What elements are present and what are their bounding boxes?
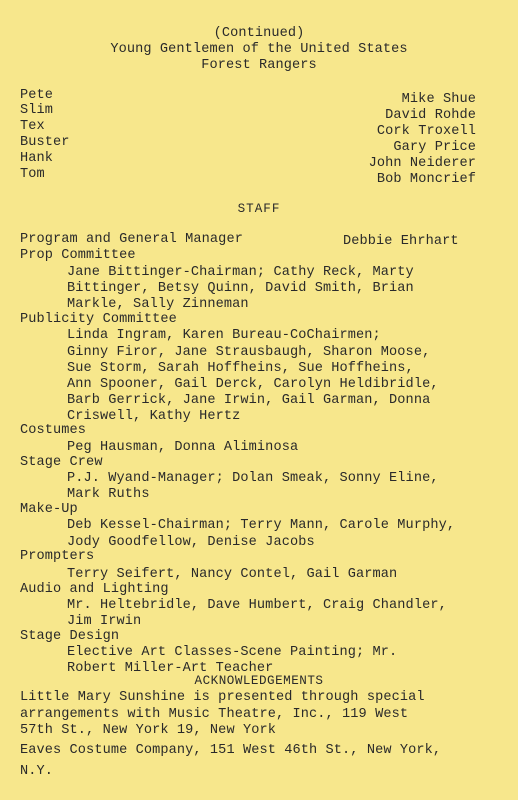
- cast-actor: Mike Shue: [401, 92, 476, 107]
- publicity-committee-line: Linda Ingram, Karen Bureau-CoChairmen;: [67, 328, 381, 343]
- stage-design-line: Elective Art Classes-Scene Painting; Mr.: [67, 645, 398, 660]
- makeup-line: Jody Goodfellow, Denise Jacobs: [67, 535, 315, 550]
- acknowledgement-line: 57th St., New York 19, New York: [20, 723, 276, 738]
- prop-committee-label: Prop Committee: [20, 248, 136, 263]
- cast-actor: David Rohde: [385, 108, 476, 123]
- stage-crew-line: P.J. Wyand-Manager; Dolan Smeak, Sonny Eline,: [67, 471, 439, 486]
- costumes-line: Peg Hausman, Donna Aliminosa: [67, 440, 299, 455]
- program-manager-name: Debbie Ehrhart: [343, 234, 459, 249]
- prop-committee-line: Markle, Sally Zinneman: [67, 297, 249, 312]
- cast-role: Tex: [20, 119, 45, 134]
- publicity-committee-line: Ginny Firor, Jane Strausbaugh, Sharon Moose,: [67, 345, 431, 360]
- cast-actor: Gary Price: [393, 140, 476, 155]
- continued-label: (Continued): [213, 26, 305, 41]
- costumes-label: Costumes: [20, 423, 87, 438]
- staff-heading: STAFF: [237, 202, 281, 216]
- publicity-committee-line: Barb Gerrick, Jane Irwin, Gail Garman, Donna: [67, 393, 431, 408]
- acknowledgement-line: N.Y.: [20, 764, 54, 779]
- stage-design-label: Stage Design: [20, 629, 120, 644]
- audio-lighting-line: Jim Irwin: [67, 614, 142, 629]
- makeup-label: Make-Up: [20, 502, 78, 517]
- cast-role: Hank: [20, 151, 54, 166]
- acknowledgement-line: arrangements with Music Theatre, Inc., 119 West: [20, 707, 409, 722]
- acknowledgement-line: Eaves Costume Company, 151 West 46th St., New York,: [20, 743, 442, 758]
- cast-role: Slim: [20, 103, 54, 118]
- stage-crew-label: Stage Crew: [20, 455, 103, 470]
- program-manager-label: Program and General Manager: [20, 232, 243, 247]
- prompters-label: Prompters: [20, 549, 95, 564]
- prop-committee-line: Bittinger, Betsy Quinn, David Smith, Brian: [67, 281, 414, 296]
- publicity-committee-line: Criswell, Kathy Hertz: [67, 409, 241, 424]
- prop-committee-line: Jane Bittinger-Chairman; Cathy Reck, Marty: [67, 265, 414, 280]
- stage-crew-line: Mark Ruths: [67, 487, 150, 502]
- audio-lighting-label: Audio and Lighting: [20, 582, 169, 597]
- makeup-line: Deb Kessel-Chairman; Terry Mann, Carole Murphy,: [67, 518, 456, 533]
- acknowledgements-heading: ACKNOWLEDGEMENTS: [194, 674, 324, 688]
- section-subtitle: Forest Rangers: [201, 58, 317, 73]
- section-title: Young Gentlemen of the United States: [110, 42, 408, 57]
- publicity-committee-line: Sue Storm, Sarah Hoffheins, Sue Hoffheins,: [67, 361, 414, 376]
- stage-design-line: Robert Miller-Art Teacher: [67, 661, 274, 676]
- cast-role: Buster: [20, 135, 70, 150]
- cast-role: Pete: [20, 88, 54, 103]
- audio-lighting-line: Mr. Heltebridle, Dave Humbert, Craig Chandler,: [67, 598, 447, 613]
- cast-actor: Bob Moncrief: [376, 172, 476, 187]
- cast-actor: Cork Troxell: [376, 124, 476, 139]
- publicity-committee-label: Publicity Committee: [20, 312, 177, 327]
- prompters-line: Terry Seifert, Nancy Contel, Gail Garman: [67, 567, 398, 582]
- publicity-committee-line: Ann Spooner, Gail Derck, Carolyn Heldibridle,: [67, 377, 439, 392]
- acknowledgement-line: Little Mary Sunshine is presented through special: [20, 690, 425, 705]
- cast-actor: John Neiderer: [368, 156, 476, 171]
- cast-role: Tom: [20, 167, 45, 182]
